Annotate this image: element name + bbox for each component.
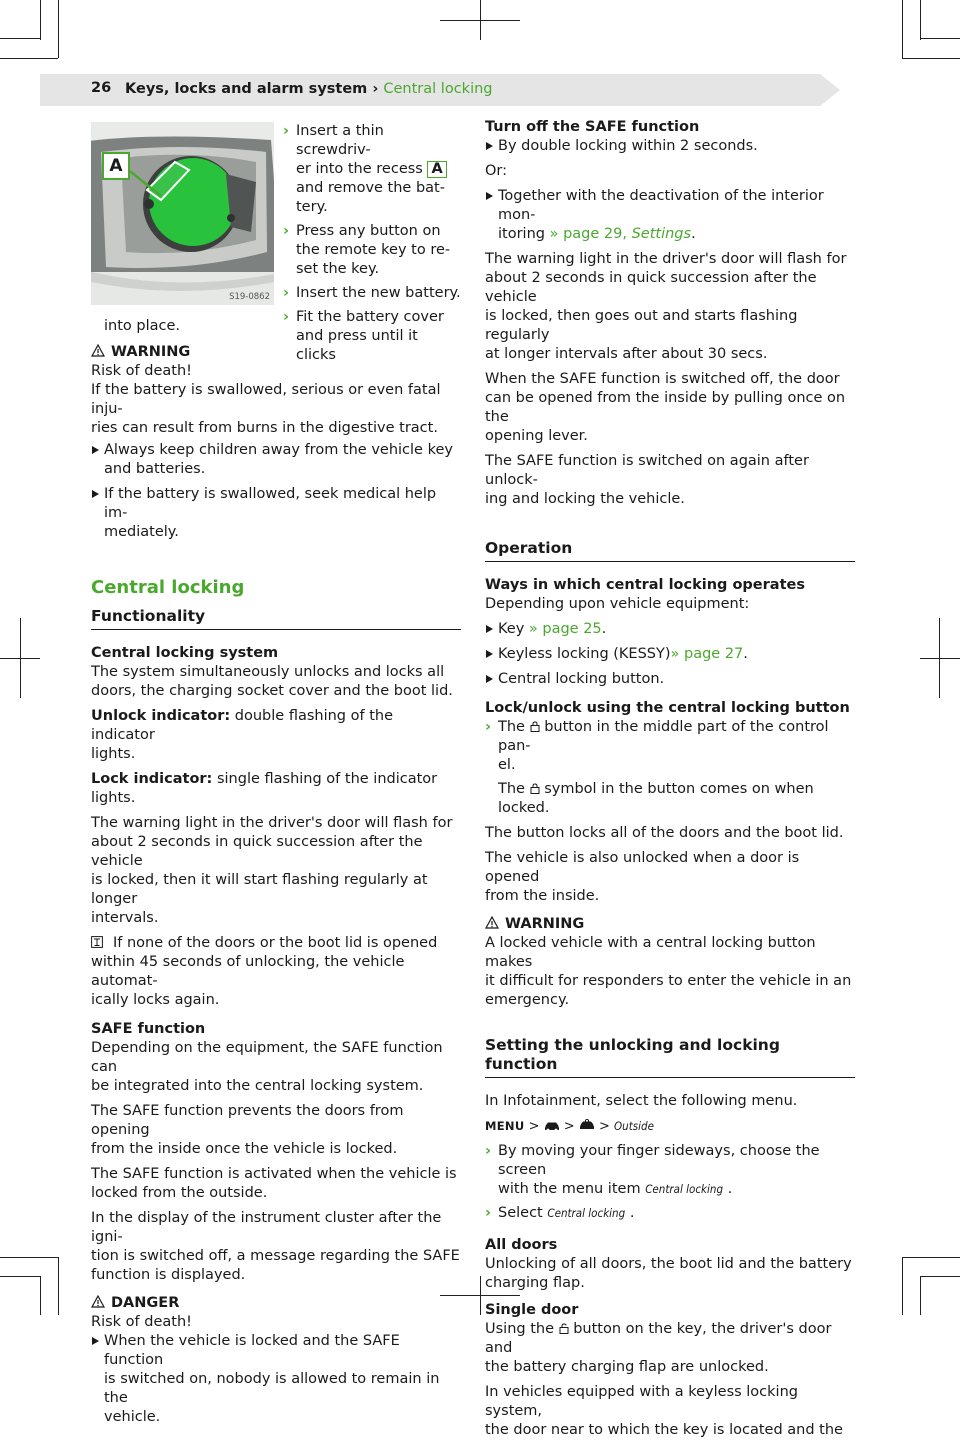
- lock-icon: [530, 783, 540, 794]
- step-line: Select: [498, 1205, 543, 1221]
- list-item: Key: [498, 621, 525, 637]
- menu-button-label[interactable]: MENU: [485, 1119, 525, 1133]
- punctuation: .: [691, 226, 696, 242]
- note-text: ically locks again.: [91, 992, 220, 1008]
- figure-callout-a: A: [102, 152, 130, 180]
- step-line: and remove the bat-: [296, 180, 445, 196]
- battery-figure: [91, 122, 274, 305]
- paragraph-line: When the SAFE function is switched off, the door: [485, 371, 840, 387]
- danger-title: DANGER: [111, 1295, 180, 1311]
- paragraph-line: can be opened from the inside by pulling once on the: [485, 390, 846, 425]
- paragraph-line: about 2 seconds in quick succession after the vehicle: [91, 834, 423, 869]
- figure-code: S19-0862: [229, 292, 270, 302]
- central-locking-system-heading: Central locking system: [91, 645, 279, 661]
- warning-bullet: If the battery is swallowed, seek medical help im-: [104, 486, 437, 521]
- crop-mark: [0, 58, 58, 59]
- car-settings-icon[interactable]: [579, 1119, 595, 1131]
- subsection-title-functionality: Functionality: [91, 607, 461, 630]
- crop-mark: [58, 0, 59, 58]
- page-27-link[interactable]: » page 27: [670, 646, 744, 662]
- step-line: Insert the new battery.: [296, 285, 461, 301]
- paragraph-line: charging flap.: [485, 1275, 585, 1291]
- page-29-link[interactable]: » page 29, Settings: [549, 226, 692, 242]
- paragraph-line: is locked, then goes out and starts flashing regularly: [485, 308, 798, 343]
- paragraph-line: In Infotainment, select the following menu.: [485, 1093, 798, 1109]
- paragraph-line: Depending on the equipment, the SAFE function can: [91, 1040, 443, 1075]
- punctuation: .: [743, 646, 748, 662]
- crop-mark: [58, 1257, 59, 1315]
- crop-mark: [40, 1276, 41, 1315]
- menu-item-central-locking[interactable]: Central locking: [547, 1206, 626, 1220]
- danger-box: [91, 1294, 461, 1427]
- key-battery-illustration: [91, 122, 274, 305]
- paragraph-line: The SAFE function is switched on again after unlock-: [485, 453, 809, 488]
- paragraph-line: locked from the outside.: [91, 1185, 268, 1201]
- crop-mark: [939, 618, 940, 698]
- breadcrumb: [125, 81, 493, 97]
- crop-mark: [920, 1276, 960, 1277]
- warning-icon: [485, 916, 499, 929]
- section-title-central-locking: Central locking: [91, 577, 245, 598]
- step-line: el.: [498, 757, 516, 773]
- paragraph-line: button on the key, the driver's door and: [485, 1321, 832, 1356]
- all-doors-heading: All doors: [485, 1237, 558, 1253]
- turn-off-safe-heading: Turn off the SAFE function: [485, 119, 700, 135]
- danger-bullet: When the vehicle is locked and the SAFE function: [104, 1333, 400, 1368]
- warning-box-central-button: [485, 915, 855, 1010]
- paragraph-line: In the display of the instrument cluster after the igni-: [91, 1210, 442, 1245]
- warning-bullet: mediately.: [104, 524, 179, 540]
- crop-mark: [902, 0, 903, 58]
- warning-icon: [91, 344, 105, 357]
- step-line: button in the middle part of the control pan-: [498, 719, 829, 754]
- warning-text: ries can result from burns in the digestive tract.: [91, 420, 438, 436]
- crop-mark: [0, 1276, 40, 1277]
- paragraph-line: Using the: [485, 1321, 554, 1337]
- step-line: Fit the battery cover: [296, 309, 444, 325]
- step-line: By moving your finger sideways, choose the screen: [498, 1143, 820, 1178]
- paragraph-line: Unlocking of all doors, the boot lid and the battery: [485, 1256, 852, 1272]
- paragraph-line: the door near to which the key is located and the: [485, 1422, 843, 1438]
- warning-text: Risk of death!: [91, 363, 192, 379]
- paragraph-line: is locked, then it will start flashing regularly at longer: [91, 872, 428, 907]
- warning-text: emergency.: [485, 992, 570, 1008]
- menu-item-outside[interactable]: Outside: [614, 1119, 654, 1133]
- danger-bullet: vehicle.: [104, 1409, 161, 1425]
- crop-mark: [0, 1257, 58, 1258]
- step-line: with the menu item: [498, 1181, 641, 1197]
- step-line: er into the recess: [296, 161, 423, 177]
- paragraph-line: from the inside once the vehicle is locked.: [91, 1141, 398, 1157]
- crop-mark: [20, 618, 21, 698]
- paragraph-line: tion is switched off, a message regarding the SAFE: [91, 1248, 460, 1264]
- list-item: itoring: [498, 226, 545, 242]
- paragraph-line: opening lever.: [485, 428, 588, 444]
- danger-bullet: is switched on, nobody is allowed to remain in the: [104, 1371, 440, 1406]
- paragraph-line: In vehicles equipped with a keyless locking system,: [485, 1384, 798, 1419]
- crop-mark: [0, 38, 40, 39]
- lock-indicator-label: Lock indicator:: [91, 771, 213, 787]
- ways-heading: Ways in which central locking operates: [485, 577, 805, 593]
- step-line: Press any button on: [296, 223, 441, 239]
- step-line: and press until it clicks: [296, 328, 418, 363]
- paragraph-line: symbol in the button comes on when locked.: [498, 781, 814, 816]
- menu-item-central-locking[interactable]: Central locking: [645, 1182, 724, 1196]
- list-item: Together with the deactivation of the interior mon-: [498, 188, 824, 223]
- crop-mark: [902, 1257, 960, 1258]
- unlock-icon: [559, 1323, 569, 1334]
- warning-box-battery: [91, 343, 461, 542]
- lock-icon: [530, 721, 540, 732]
- warning-bullet: Always keep children away from the vehicle key: [104, 442, 453, 458]
- paragraph-line: The SAFE function prevents the doors from opening: [91, 1103, 404, 1138]
- crop-mark: [902, 1257, 903, 1315]
- breadcrumb-separator: ›: [372, 81, 379, 97]
- warning-bullet: and batteries.: [104, 461, 206, 477]
- lock-unlock-heading: Lock/unlock using the central locking button: [485, 700, 850, 716]
- step-line: the remote key to re-: [296, 242, 451, 258]
- warning-title: WARNING: [505, 916, 585, 932]
- step-line: Insert a thin screwdriv-: [296, 123, 384, 158]
- paragraph-line: The SAFE function is activated when the vehicle is: [91, 1166, 457, 1182]
- step-line: tery.: [296, 199, 328, 215]
- subsection-title-operation: Operation: [485, 539, 855, 562]
- warning-text: A locked vehicle with a central locking button makes: [485, 935, 816, 970]
- crop-mark: [920, 1276, 921, 1315]
- warning-text: it difficult for responders to enter the vehicle in an: [485, 973, 852, 989]
- paragraph-line: about 2 seconds in quick succession after the vehicle: [485, 270, 817, 305]
- crop-mark: [920, 38, 960, 39]
- paragraph-line: intervals.: [91, 910, 159, 926]
- punctuation: .: [629, 1205, 635, 1221]
- menu-separator: >: [563, 1119, 575, 1134]
- left-column: [91, 317, 461, 1433]
- crop-mark: [480, 0, 481, 40]
- paragraph-line: doors, the charging socket cover and the boot lid.: [91, 683, 453, 699]
- page-number: 26: [91, 80, 112, 96]
- paragraph-line: The vehicle is also unlocked when a door is opened: [485, 850, 800, 885]
- paragraph-line: Or:: [485, 163, 508, 179]
- danger-text: Risk of death!: [91, 1314, 192, 1330]
- single-door-heading: Single door: [485, 1302, 579, 1318]
- subsection-title-setting: Setting the unlocking and locking function: [485, 1036, 855, 1078]
- paragraph-line: lights.: [91, 746, 136, 762]
- car-icon[interactable]: [544, 1121, 560, 1131]
- paragraph-line: The system simultaneously unlocks and locks all: [91, 664, 445, 680]
- warning-title: WARNING: [111, 344, 191, 360]
- warning-text: If the battery is swallowed, serious or even fatal inju-: [91, 382, 441, 417]
- punctuation: .: [601, 621, 607, 637]
- page-25-link[interactable]: » page 25: [528, 621, 602, 637]
- right-column: Turn off the SAFE function By double locking within 2 seconds. Or: Together with the deactivation of the interior mon- itoring » page 29, Settings. The warning light in the driver's door will flash for about 2 seconds in quick succession after the vehicle is locked, then goes out and starts flashing regularly at longer intervals after about 30 secs. When the SAFE function is switched off, the door can be opened from the inside by pulling once on the opening lever. The SAFE function is switched on again after unlock- ing and locking the vehicle. Operation Ways in which central locking operates Depending upon vehicle equipment: Key » page 25. Keyless locking (KESSY)» page 27. Central locking button. Lock/unlock using the central locking button › The button in the middle part of the control pan- el. The symbol in the button comes on when locked. The button locks all of the doors and the boot lid. The vehicle is also unlocked when a door is opened from the inside. WARNING A locked vehicle with a central locking button makes it difficult for responders to enter the vehicle in an emergency. Setting the unlocking and locking function In Infotainment, select the following menu. MENU > > > Outside › By moving your finger sideways, choose the screen with the menu item Central locking . › Select Central locking . All doors Unlocking of all doors, the boot lid and the battery charging flap. Single door Using the button on the key, the driver's door and the battery charging flap are unlocked. In vehicles equipped with a keyless locking system, the door near to which the key is located and the: [485, 118, 855, 1446]
- paragraph-line: The: [498, 781, 525, 797]
- paragraph-line: The button locks all of the doors and the boot lid.: [485, 825, 844, 841]
- crop-mark: [920, 0, 921, 40]
- paragraph-line: Depending upon vehicle equipment:: [485, 596, 750, 612]
- menu-path: [485, 1117, 855, 1136]
- paragraph-line: the battery charging flap are unlocked.: [485, 1359, 769, 1375]
- note-text: If none of the doors or the boot lid is opened: [113, 935, 438, 951]
- note-icon: [91, 936, 103, 948]
- list-item: Keyless locking (KESSY): [498, 646, 671, 662]
- breadcrumb-parent[interactable]: Keys, locks and alarm system: [125, 81, 368, 97]
- step-line: into place.: [104, 318, 181, 334]
- paragraph-line: from the inside.: [485, 888, 600, 904]
- recess-a-label: A: [427, 161, 446, 178]
- paragraph-line: single flashing of the indicator lights.: [91, 771, 438, 806]
- paragraph-line: The warning light in the driver's door will flash for: [91, 815, 453, 831]
- menu-separator: >: [528, 1119, 540, 1134]
- danger-icon: [91, 1295, 105, 1308]
- paragraph-line: at longer intervals after about 30 secs.: [485, 346, 768, 362]
- crop-mark: [902, 58, 960, 59]
- step-line: The: [498, 719, 525, 735]
- safe-function-heading: SAFE function: [91, 1021, 206, 1037]
- crop-mark: [920, 658, 960, 659]
- breadcrumb-current: Central locking: [383, 81, 493, 97]
- list-item: Central locking button.: [498, 671, 665, 687]
- note-text: within 45 seconds of unlocking, the vehicle automat-: [91, 954, 405, 989]
- battery-steps: › Insert a thin screwdriv- er into the recess A and remove the bat- tery. › Press any button on the remote key to re- set the key. › Insert the new battery. › Fit the battery cover and press until it clicks: [283, 123, 461, 363]
- step-line: set the key.: [296, 261, 380, 277]
- list-item: By double locking within 2 seconds.: [498, 138, 758, 154]
- crop-mark: [40, 0, 41, 40]
- punctuation: .: [727, 1181, 733, 1197]
- unlock-indicator-label: Unlock indicator:: [91, 708, 231, 724]
- crop-mark: [480, 1276, 481, 1315]
- paragraph-line: The warning light in the driver's door will flash for: [485, 251, 847, 267]
- paragraph-line: function is displayed.: [91, 1267, 246, 1283]
- paragraph-line: ing and locking the vehicle.: [485, 491, 685, 507]
- paragraph-line: double flashing of the indicator: [91, 708, 394, 743]
- paragraph-line: be integrated into the central locking system.: [91, 1078, 424, 1094]
- menu-separator: >: [598, 1119, 610, 1134]
